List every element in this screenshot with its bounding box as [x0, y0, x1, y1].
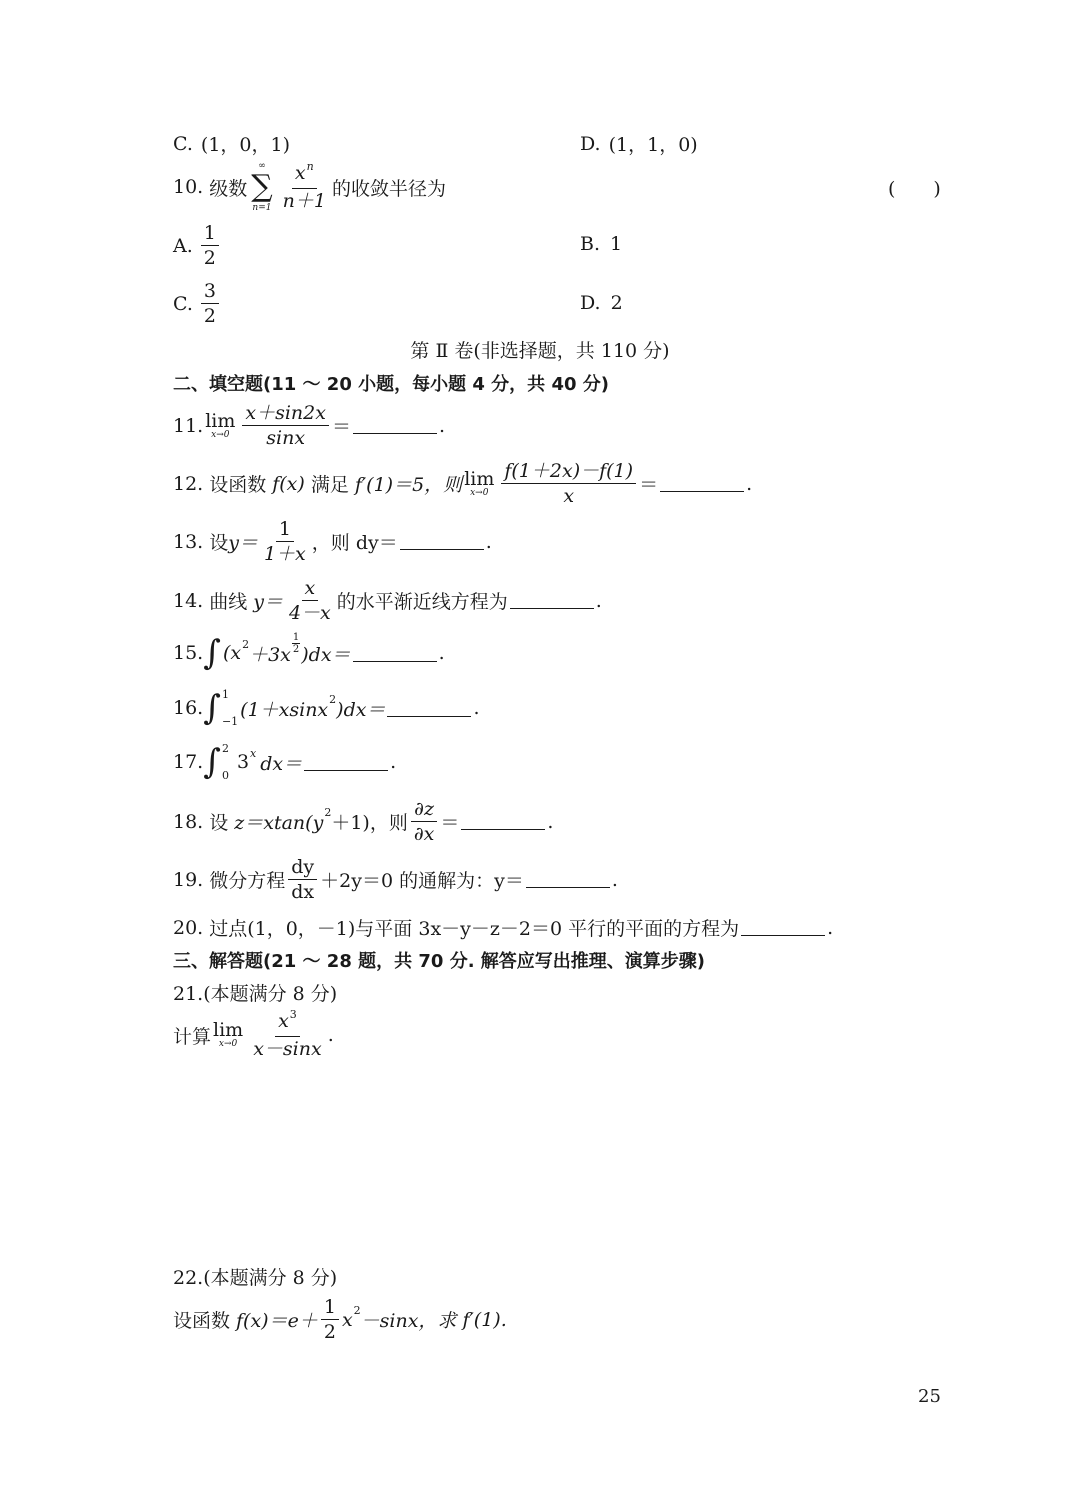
q19: 19. 微分方程 $\frac{dy}{dx}$ ＋2y＝0 的通解为：y＝ .	[173, 856, 618, 903]
q18: 18. 设 z＝xtan(y 2 ＋1)，则 $\frac{\partial z}{\partial x}$ ＝ .	[173, 798, 554, 845]
answer-blank	[461, 813, 545, 830]
section2-title: 二、填空题(11 ～ 20 小题，每小题 4 分，共 40 分)	[173, 374, 609, 395]
q13: 13. 设 y＝ $\frac{1}{1+x}$ ，则 dy＝ .	[173, 518, 492, 565]
part2-title: 第 Ⅱ 卷(非选择题，共 110 分)	[410, 340, 670, 362]
q10-fraction: $\frac{x^n}{n+1}$	[282, 160, 326, 212]
answer-blank	[353, 417, 437, 434]
integral-sign: ∫	[203, 633, 221, 673]
q10-option-c: C. $\frac{3}{2}$	[173, 280, 222, 327]
q17: 17. ∫ 2 0 3 x dx＝ .	[173, 742, 397, 782]
answer-blank	[387, 700, 471, 717]
limit: lim x→0	[205, 409, 236, 440]
q21-header: 21.(本题满分 8 分)	[173, 983, 338, 1005]
page-number: 25	[918, 1386, 941, 1407]
q9-option-d: D. (1，1，0)	[580, 132, 698, 156]
integral-sign: ∫ 2 0	[203, 742, 229, 782]
answer-blank	[526, 871, 610, 888]
q15: 15. ∫ (x 2 ＋3x $\frac{1}{2}$ )dx＝ .	[173, 631, 445, 673]
answer-blank	[741, 919, 825, 936]
q10-stem: 10. 级数 ∞ ∑ n=1 $\frac{x^n}{n+1}$ 的收敛半径为	[173, 160, 446, 213]
q21: 计算 lim x→0 $\frac{x^3}{x-\sin x}$ .	[173, 1008, 334, 1060]
answer-blank	[400, 533, 484, 550]
q11: 11. lim x→0 $\frac{x+\sin 2x}{\sin x}$ ＝ .	[173, 402, 446, 449]
q9-option-c: C. (1，0，1)	[173, 132, 290, 156]
q10-option-a: A. $\frac{1}{2}$	[173, 222, 222, 269]
summation: ∞ ∑ n=1	[251, 161, 273, 213]
q12: 12. 设函数 f(x) 满足 f′(1)＝5，则 lim x→0 $\frac{f(1+2x)-f(1)}{x}$ ＝ .	[173, 460, 753, 507]
q20: 20. 过点(1，0，－1)与平面 3x－y－z－2＝0 平行的平面的方程为 .	[173, 916, 834, 940]
q10-option-b: B. 1	[580, 233, 623, 255]
answer-blank	[304, 754, 388, 771]
q14: 14. 曲线 y＝ $\frac{x}{4-x}$ 的水平渐近线方程为 .	[173, 577, 602, 624]
answer-blank	[510, 592, 594, 609]
q22-header: 22.(本题满分 8 分)	[173, 1267, 338, 1289]
q16: 16. ∫ 1 −1 (1＋xsinx 2 )dx＝ .	[173, 688, 480, 728]
q10-option-d: D. 2	[580, 292, 623, 314]
integral-sign: ∫ 1 −1	[203, 688, 239, 728]
section3-title: 三、解答题(21 ～ 28 题，共 70 分. 解答应写出推理、演算步骤)	[173, 951, 706, 972]
q22: 设函数 f(x)＝e＋ $\frac{1}{2}$ x 2 －sinx，求 f′(1).	[173, 1296, 507, 1343]
answer-blank	[660, 475, 744, 492]
answer-blank	[353, 645, 437, 662]
answer-parentheses: ( )	[888, 178, 941, 200]
